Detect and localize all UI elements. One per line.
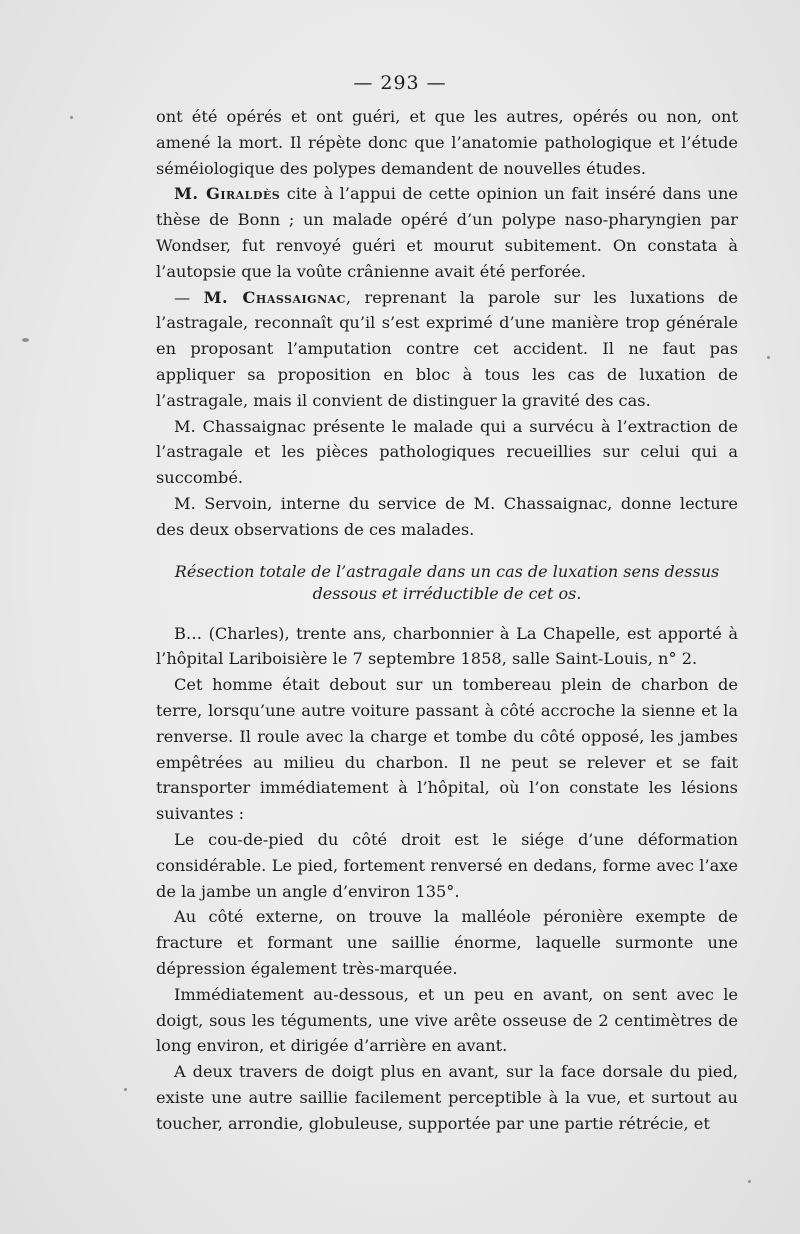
- paragraph-continuation: ont été opérés et ont guéri, et que les autres, opérés ou non, ont amené la mort. Il répète donc que l’anatomie pathologique et l’étude séméiologique des polypes demandent de nouvelles études.: [156, 107, 738, 178]
- paragraph-giraldes-text: cite à l’appui de cette opinion un fait inséré dans une thèse de Bonn ; un malade opéré d’un polype naso-pharyngien par Wondser, fut renvoyé guéri et mourut subitement. On constata à l’autopsie que la voûte crânienne avait été perforée.: [156, 184, 739, 281]
- observation-paragraph-3: Le cou-de-pied du côté droit est le siége d’une déformation considérable. Le pied, fortement renversé en dedans, forme avec l’axe de la jambe un angle d’environ 135°.: [156, 829, 738, 901]
- page-body: [156, 104, 738, 1136]
- observation-paragraph-4: Au côté externe, on trouve la malléole péronière exempte de fracture et formant une saillie énorme, laquelle surmonte une dépression également très-marquée.: [156, 907, 738, 978]
- paper-speck: [70, 116, 73, 119]
- paragraph-giraldes: [156, 181, 738, 284]
- paper-speck: [748, 1180, 751, 1183]
- page-number: — 293 —: [353, 72, 447, 94]
- section-title-line-2: dessous et irréductible de cet os.: [312, 583, 582, 603]
- dash-prefix: —: [174, 287, 204, 307]
- section-title: [156, 561, 738, 605]
- observation-paragraph-2: Cet homme était debout sur un tombereau plein de charbon de terre, lorsqu’une autre voiture passant à côté accroche la sienne et la renverse. Il roule avec la charge et tombe du côté opposé, les jambes empêtrées au milieu du charbon. Il ne peut se relever et se fait transporter immédiatement à l’hôpital, où l’on constate les lésions suivantes :: [156, 675, 738, 824]
- paragraph-chassaignac: [156, 285, 738, 414]
- observation-paragraph-6: A deux travers de doigt plus en avant, sur la face dorsale du pied, existe une autre saillie facilement perceptible à la vue, et surtout au toucher, arrondie, globuleuse, supportée par une partie rétrécie, et: [156, 1062, 738, 1133]
- paragraph-servoin: M. Servoin, interne du service de M. Chassaignac, donne lecture des deux observations de ces malades.: [156, 493, 738, 539]
- paragraph-presentation: M. Chassaignac présente le malade qui a survécu à l’extraction de l’astragale et les pièces pathologiques recueillies sur celui qui a succombé.: [156, 416, 738, 488]
- paper-speck: [22, 338, 29, 342]
- speaker-name-chassaignac: M. Chassaignac: [203, 287, 346, 307]
- observation-paragraph-5: Immédiatement au-dessous, et un peu en avant, on sent avec le doigt, sous les téguments, une vive arête osseuse de 2 centimètres de long environ, et dirigée d’arrière en avant.: [156, 984, 738, 1056]
- section-title-line-1: Résection totale de l’astragale dans un cas de luxation sens dessus: [174, 561, 720, 581]
- speaker-name-giraldes: M. Giraldès: [174, 184, 281, 204]
- observation-paragraph-1: B… (Charles), trente ans, charbonnier à La Chapelle, est apporté à l’hôpital Lariboisière le 7 septembre 1858, salle Saint-Louis, n° 2.: [156, 623, 738, 669]
- paper-speck: [124, 1088, 127, 1091]
- paper-speck: [767, 356, 770, 359]
- paragraph-chassaignac-text: , reprenant la parole sur les luxations de l’astragale, reconnaît qu’il s’est exprimé d’une manière trop générale en proposant l’amputation contre cet accident. Il ne faut pas appliquer sa proposition en bloc à tous les cas de luxation de l’astragale, mais il convient de distinguer la gravité des cas.: [156, 287, 738, 410]
